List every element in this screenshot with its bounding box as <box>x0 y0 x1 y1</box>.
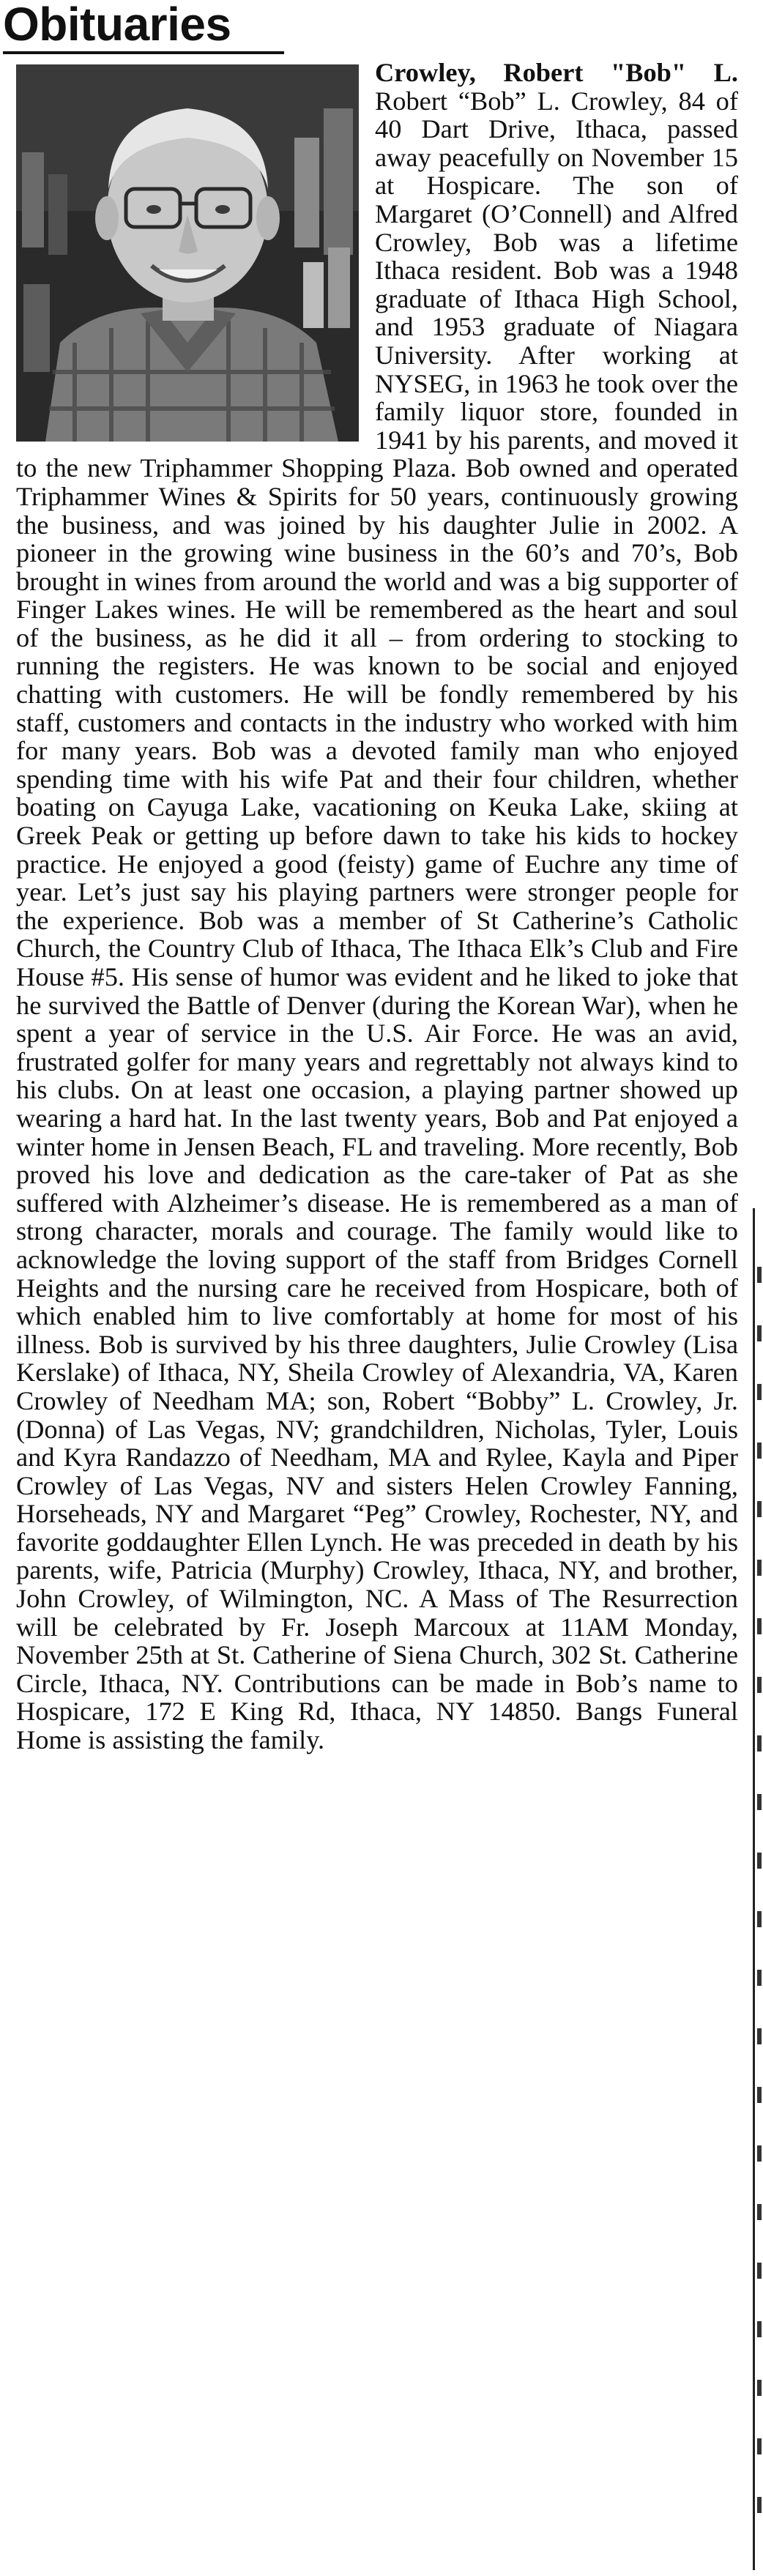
section-title: Obituaries <box>3 0 231 51</box>
obituary-body: Robert “Bob” L. Crowley, 84 of 40 Dart Drive, Ithaca, passed away peacefully on November 15 at Hospicare. The son of Margaret (O’Connell) and Alfred Crowley, Bob was a lifetime Ithaca resident. Bob was a 1948 graduate of Ithaca High School, and 1953 graduate of Niagara University. After working at NYSEG, in 1963 he took over the family liquor store, founded in 1941 by his parents, and moved it to the new Triphammer Shopping Plaza. Bob owned and operated Triphammer Wines & Spirits for 50 years, continuously growing the business, and was joined by his daughter Julie in 2002. A pioneer in the growing wine business in the 60’s and 70’s, Bob brought in wines from around the world and was a big supporter of Finger Lakes wines. He will be remembered as the heart and soul of the business, as he did it all – from ordering to stocking to running the registers. He was known to be social and enjoyed chatting with customers. He will be fondly remembered by his staff, customers and contacts in the industry who worked with him for many years. Bob was a devoted family man who enjoyed spending time with his wife Pat and their four children, whether boating on Cayuga Lake, vacationing on Keuka Lake, skiing at Greek Peak or getting up before dawn to take his kids to hockey practice. He enjoyed a good (feisty) game of Euchre any time of year. Let’s just say his playing partners were stronger people for the experience. Bob was a member of St Catherine’s Catholic Church, the Country Club of Ithaca, The Ithaca Elk’s Club and Fire House #5. His sense of humor was evident and he liked to joke that he survived the Battle of Denver (during the Korean War), when he spent a year of service in the U.S. Air Force. He was an avid, frustrated golfer for many years and regrettably not always kind to his clubs. On at least one occasion, a playing partner showed up wearing a hard hat. In the last twenty years, Bob and Pat enjoyed a winter home in Jensen Beach, FL and traveling. More recently, Bob proved his love and dedication as the care-taker of Pat as she suffered with Alzheimer’s disease. He is remembered as a man of strong character, morals and courage. The family would like to acknowledge the loving support of the staff from Bridges Cornell Heights and the nursing care he received from Hospicare, both of which enabled him to live comfortably at home for most of his illness. Bob is survived by his three daughters, Julie Crowley (Lisa Kerslake) of Ithaca, NY, Sheila Crowley of Alexandria, VA, Karen Crowley of Needham MA; son, Robert “Bobby” L. Crowley, Jr. (Donna) of Las Vegas, NV; grandchildren, Nicholas, Tyler, Louis and Kyra Randazzo of Needham, MA and Rylee, Kayla and Piper Crowley of Las Vegas, NV and sisters Helen Crowley Fanning, Horseheads, NY and Margaret “Peg” Crowley, Rochester, NY, and favorite goddaughter Ellen Lynch. He was preceded in death by his parents, wife, Patricia (Murphy) Crowley, Ithaca, NY, and brother, John Crowley, of Wilmington, NC. A Mass of The Resurrection will be celebrated by Fr. Joseph Marcoux at 11AM Monday, November 25th at St. Catherine of Siena Church, 302 St. Catherine Circle, Ithaca, NY. Contributions can be made in Bob’s name to Hospicare, 172 E King Rd, Ithaca, NY 14850. Bangs Funeral Home is assisting the family. <box>16 86 738 1755</box>
column-divider <box>753 1208 755 2570</box>
obituary-headline: Crowley, Robert "Bob" L. <box>375 58 738 87</box>
obituary-article <box>16 59 738 1754</box>
adjacent-column-edge <box>757 1208 763 2570</box>
section-header <box>3 0 284 54</box>
portrait-photo <box>16 64 359 442</box>
portrait-image <box>16 64 359 442</box>
